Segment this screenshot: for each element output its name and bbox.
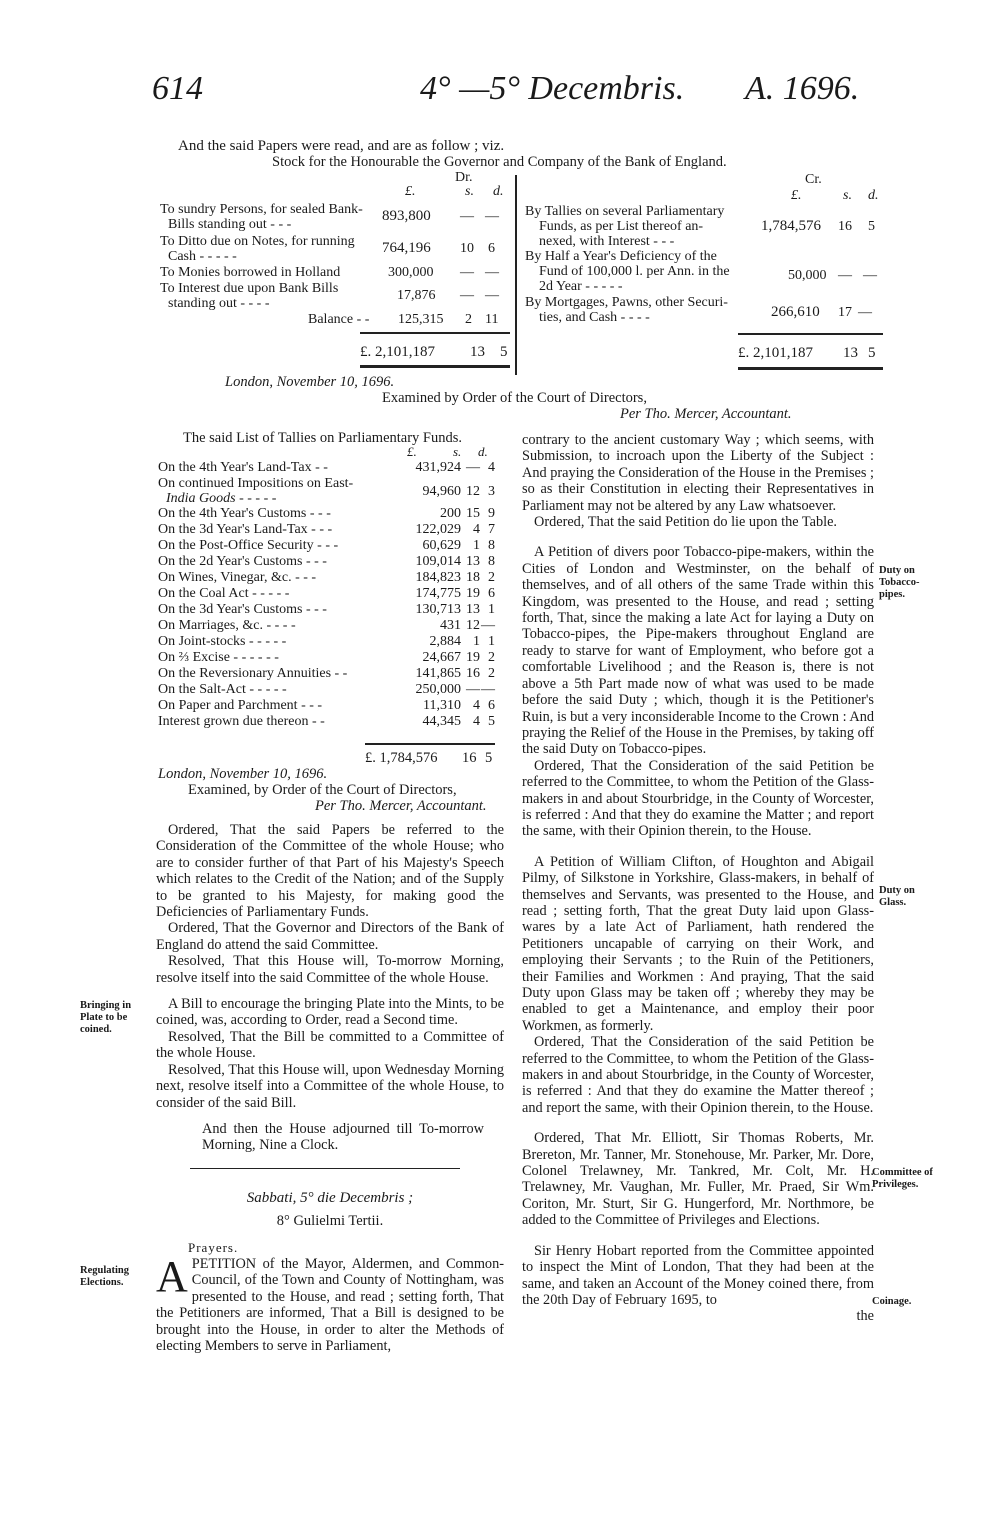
- debit-row-2-s: 10: [460, 241, 474, 256]
- tally-label: On the 3d Year's Customs - - -: [158, 602, 327, 617]
- debit-row-3-text: To Monies borrowed in Holland: [160, 265, 341, 280]
- credit-row-1-text3: nexed, with Interest - - -: [539, 234, 675, 249]
- tally-label: On the 4th Year's Land-Tax - -: [158, 460, 328, 475]
- tally-s: 19: [466, 586, 480, 601]
- tally-s: 13: [466, 602, 480, 617]
- petition-nottingham: [156, 1252, 504, 1355]
- tallies-title: The said List of Tallies on Parliamentary Funds.: [183, 430, 463, 446]
- right-p2: Ordered, That the said Petition do lie upon the Table.: [534, 514, 838, 531]
- left-p6: Resolved, That this House will, upon Wednesday Morning next, resolve itself into a Committee of the whole House, to consider of the said Bill.: [156, 1061, 504, 1111]
- credit-row-3-text2: ties, and Cash - - - -: [539, 310, 650, 325]
- tally-label: On ⅔ Excise - - - - - -: [158, 650, 279, 665]
- tally-pounds: 109,014: [415, 554, 461, 569]
- debit-total-s: 13: [470, 344, 485, 360]
- credit-row-3-d: —: [858, 305, 872, 320]
- debit-balance-d: 11: [485, 312, 499, 327]
- account-divider: [515, 175, 517, 375]
- debit-row-4-d: —: [485, 288, 499, 303]
- tally-pounds: 250,000: [415, 682, 461, 697]
- tally-d: 6: [488, 586, 495, 601]
- tally-d: 2: [488, 650, 495, 665]
- debit-row-3-d: —: [485, 265, 499, 280]
- debit-total-d: 5: [500, 344, 508, 360]
- tally-label: On the Post-Office Security - - -: [158, 538, 339, 553]
- debit-row-1-pounds: 893,800: [382, 208, 431, 224]
- tallies-total-pounds: £. 1,784,576: [365, 750, 438, 766]
- tally-s: 15: [466, 506, 480, 521]
- tally-label-cont: India Goods - - - - -: [166, 491, 277, 506]
- tally-d: 8: [488, 538, 495, 553]
- intro-line: And the said Papers were read, and are as follow ; viz.: [178, 138, 505, 154]
- debit-row-2-text2: Cash - - - - -: [168, 249, 237, 264]
- tally-d: 1: [488, 602, 495, 617]
- regnal-year: 8° Gulielmi Tertii.: [276, 1213, 384, 1229]
- debit-account: [160, 170, 520, 380]
- credit-row-2-s: —: [838, 268, 852, 283]
- tally-s: 4: [473, 698, 480, 713]
- tally-s: —: [466, 460, 480, 475]
- tally-d: 5: [488, 714, 495, 729]
- tally-s: 12: [466, 618, 480, 633]
- margin-note-glass: Duty on Glass.: [879, 885, 915, 908]
- tally-label: On the 2d Year's Customs - - -: [158, 554, 327, 569]
- credit-row-1-text2: Funds, as per List thereof an-: [539, 219, 704, 234]
- debit-row-2-pounds: 764,196: [382, 240, 431, 256]
- debit-balance-label: Balance - -: [308, 312, 370, 327]
- tally-pounds: 11,310: [423, 698, 461, 713]
- credit-row-1-pounds: 1,784,576: [761, 218, 821, 234]
- tallies-total-rule: [365, 743, 495, 745]
- credit-row-2-text2: Fund of 100,000 l. per Ann. in the: [539, 264, 730, 279]
- tallies-total-s: 16: [462, 750, 477, 766]
- tally-pounds: 24,667: [422, 650, 461, 665]
- right-p4: Ordered, That the Consideration of the said Petition be referred to the Committee, to whom the Petition of the Glass-makers in and about Stourbridge, in the County of Worcester, is referred : And that they do examine the Matter ; and report the same, with their Opinion therein, to the House.: [522, 757, 874, 840]
- prayers-heading: Prayers.: [188, 1240, 239, 1255]
- credit-total-pounds: £. 2,101,187: [738, 345, 813, 361]
- debit-row-4-text2: standing out - - - -: [168, 296, 270, 311]
- tally-s: —: [466, 682, 480, 697]
- tally-label: On the Reversionary Annuities - -: [158, 666, 348, 681]
- debit-row-4-text: To Interest due upon Bank Bills: [160, 281, 339, 296]
- debit-balance-pounds: 125,315: [398, 312, 444, 327]
- credit-row-2-pounds: 50,000: [788, 268, 827, 283]
- debit-row-3-pounds: 300,000: [388, 265, 434, 280]
- debit-total-double-rule: [360, 365, 510, 368]
- credit-unit-s: s.: [843, 188, 852, 203]
- section-divider: [190, 1168, 460, 1169]
- credit-total-rule: [738, 333, 883, 335]
- adjourn-notice: And then the House adjourned till To-morrow Morning, Nine a Clock.: [202, 1120, 484, 1154]
- attest-2-examined: Examined, by Order of the Court of Directors,: [188, 782, 457, 798]
- tally-d: 8: [488, 554, 495, 569]
- tally-pounds: 94,960: [422, 484, 461, 499]
- credit-unit-pounds: £.: [791, 188, 802, 203]
- credit-label: Cr.: [805, 172, 822, 187]
- tally-pounds: 184,823: [415, 570, 461, 585]
- margin-note-plate: Bringing in Plate to be coined.: [80, 1000, 132, 1035]
- tally-d: 3: [488, 484, 495, 499]
- left-p1: Ordered, That the said Papers be referred to the Consideration of the Committee of the whole House; who are to consider further of that Part of his Majesty's Speech which relates to the Credit of the Nation; and of the Supply to be granted to his Majesty, for making good the Deficiencies of Parliamentary Funds.: [156, 822, 504, 921]
- tally-s: 1: [473, 634, 480, 649]
- left-column: [156, 822, 504, 1154]
- credit-row-3-pounds: 266,610: [771, 304, 820, 320]
- credit-row-1-d: 5: [868, 219, 875, 234]
- tally-d: 4: [488, 460, 495, 475]
- tally-label: On Paper and Parchment - - -: [158, 698, 323, 713]
- tally-s: 18: [466, 570, 480, 585]
- tally-d: 9: [488, 506, 495, 521]
- tally-pounds: 2,884: [429, 634, 461, 649]
- tallies-unit-pounds: £.: [407, 444, 417, 459]
- credit-unit-d: d.: [868, 188, 879, 203]
- tally-label: On the 3d Year's Land-Tax - - -: [158, 522, 333, 537]
- left-p2: Ordered, That the Governor and Directors of the Bank of England do attend the said Committee.: [156, 920, 504, 953]
- tally-pounds: 174,775: [415, 586, 461, 601]
- margin-note-tobacco: Duty on Tobacco-pipes.: [879, 565, 920, 600]
- margin-note-coinage: Coinage.: [872, 1296, 912, 1307]
- credit-account: [523, 170, 883, 380]
- debit-total-pounds: £. 2,101,187: [360, 344, 435, 360]
- tally-d: —: [481, 618, 495, 633]
- debit-row-3-s: —: [460, 265, 474, 280]
- page-year: A. 1696.: [745, 70, 860, 107]
- tally-s: 16: [466, 666, 480, 681]
- page-number: 614: [152, 70, 203, 107]
- drop-cap: A: [156, 1252, 188, 1301]
- debit-label: Dr.: [455, 170, 473, 185]
- debit-row-4-pounds: 17,876: [397, 288, 436, 303]
- tally-d: 1: [488, 634, 495, 649]
- tally-d: 6: [488, 698, 495, 713]
- tally-label: On Wines, Vinegar, &c. - - -: [158, 570, 317, 585]
- margin-note-privileges: Committee of Privileges.: [872, 1167, 933, 1190]
- debit-row-1-s: —: [460, 209, 474, 224]
- attest-2-place-date: London, November 10, 1696.: [158, 766, 328, 782]
- credit-total-s: 13: [843, 345, 858, 361]
- credit-row-1-s: 16: [838, 219, 852, 234]
- page-date-heading: 4° —5° Decembris.: [420, 70, 685, 107]
- tally-pounds: 60,629: [422, 538, 461, 553]
- tallies-total-d: 5: [485, 750, 493, 766]
- right-p7: Ordered, That Mr. Elliott, Sir Thomas Roberts, Mr. Brereton, Mr. Tanner, Mr. Stonehouse, Mr. Parker, Mr. Dore, Colonel Trelawney, Mr. Tankred, Mr. Colt, Mr. H. Trelawney, Mr. Vaughan, Mr. Fuller, Mr. Praed, Sir Wm. Coriton, Mr. Sturt, Sir G. Hungerford, Mr. Northmore, be added to the Committee of Privileges and Elections.: [522, 1130, 874, 1229]
- right-p6: Ordered, That the Consideration of the said Petition be referred to the Committee, to whom the Petition of the Glass-makers in and about Stourbridge, in the County of Worcester, is referred : And that they do examine the Matter thereof ; and report the same, with their Opinion therein, to the House.: [522, 1034, 874, 1116]
- attest-2-signed: Per Tho. Mercer, Accountant.: [315, 798, 487, 814]
- right-p1: contrary to the ancient customary Way ; which seems, with Submission, to incroach upon the Liberty of the Subject : And praying the Consideration of the House in the Premises ; so as their Constitution in electing their Representatives in Parliament may not be altered by any Law whatsoever.: [522, 432, 874, 514]
- credit-row-1-text: By Tallies on several Parliamentary: [525, 204, 725, 219]
- tally-pounds: 44,345: [422, 714, 461, 729]
- tally-d: —: [481, 682, 495, 697]
- petition-nottingham-text: PETITION of the Mayor, Aldermen, and Common-Council, of the Town and County of Nottingham, was presented to the House, and read ; setting forth, That the Petitioners are informed, That a Bill is designed to be brought into the House, in order to alter the Methods of electing Members to serve in Parliament,: [156, 1256, 504, 1355]
- tally-label: On the 4th Year's Customs - - -: [158, 506, 331, 521]
- credit-row-2-d: —: [863, 268, 877, 283]
- tally-s: 12: [466, 484, 480, 499]
- right-column: [522, 432, 874, 1325]
- left-p3: Resolved, That this House will, To-morrow Morning, resolve itself into the said Committee of the whole House.: [156, 953, 504, 986]
- debit-row-2-text: To Ditto due on Notes, for running: [160, 234, 355, 249]
- right-p8: Sir Henry Hobart reported from the Committee appointed to inspect the Mint of London, That they had been at the same, and taken an Account of the Money coined there, from the 20th Day of February 1695, to: [522, 1242, 874, 1308]
- stock-title: Stock for the Honourable the Governor and Company of the Bank of England.: [272, 154, 727, 170]
- tally-pounds: 200: [440, 506, 461, 521]
- tally-pounds: 122,029: [415, 522, 461, 537]
- tally-pounds: 130,713: [415, 602, 461, 617]
- day-title: Sabbati, 5° die Decembris ;: [246, 1190, 414, 1206]
- right-p5: A Petition of William Clifton, of Houghton and Abigail Pilmy, of Silkstone in Yorkshire, Glass-makers, in behalf of themselves and Servants, was presented to the House, and read ; setting forth, That the great Duty laid upon Glass-wares by a late Act of Parliament, hath rendered the Petitioners uncapable of carrying on their Work, and employing their Servants ; to the Ruin of the Petitioners, their Families and Workmen : And praying, That the said Duty upon Glass may be taken off ; whereby they may be enabled to get a Maintenance, and employ their poor Workmen, as formerly.: [522, 853, 874, 1034]
- tally-label: On Joint-stocks - - - - -: [158, 634, 287, 649]
- credit-row-3-text: By Mortgages, Pawns, other Securi-: [525, 295, 728, 310]
- left-p5: Resolved, That the Bill be committed to a Committee of the whole House.: [156, 1028, 504, 1062]
- catchword: the: [856, 1308, 874, 1325]
- tallies-unit-d: d.: [478, 444, 488, 459]
- attest-1-examined: Examined by Order of the Court of Directors,: [382, 390, 647, 406]
- tally-label: On Marriages, &c. - - - -: [158, 618, 296, 633]
- tally-s: 13: [466, 554, 480, 569]
- tallies-unit-s: s.: [453, 444, 462, 459]
- debit-row-1-text: To sundry Persons, for sealed Bank-: [160, 202, 363, 217]
- debit-unit-d: d.: [493, 184, 504, 199]
- credit-row-3-s: 17: [838, 305, 852, 320]
- right-p3: A Petition of divers poor Tobacco-pipe-makers, within the Cities of London and Westminster, on the behalf of themselves, and of all others of the same Trade within this Kingdom, was presented to the House, and read ; setting forth, That, since the making a late Act for laying a Duty on Tobacco-pipes, the Pipe-makers throughout England are ready to starve for want of Employment, who before got a comfortable Livelihood ; and the Reason is, there is not above a 5th Part made now of what was used to be made before the said Duty ; which, though it is the Petitioner's Ruin, is but a very inconsiderable Income to the Crown : And praying the Relief of the House in the Premises, by taking off the said Duty on Tobacco-pipes.: [522, 544, 874, 758]
- tally-d: 2: [488, 666, 495, 681]
- credit-total-d: 5: [868, 345, 876, 361]
- credit-row-2-text3: 2d Year - - - - -: [539, 279, 623, 294]
- debit-unit-pounds: £.: [405, 184, 416, 199]
- attest-1-signed: Per Tho. Mercer, Accountant.: [620, 406, 792, 422]
- tally-s: 19: [466, 650, 480, 665]
- tally-label: Interest grown due thereon - -: [158, 714, 325, 729]
- tally-label: On the Coal Act - - - - -: [158, 586, 290, 601]
- credit-total-double-rule: [738, 367, 883, 370]
- debit-row-1-d: —: [485, 209, 499, 224]
- debit-total-rule: [360, 332, 510, 334]
- tally-s: 4: [473, 522, 480, 537]
- left-p4: A Bill to encourage the bringing Plate into the Mints, to be coined, was, according to Order, read a Second time.: [156, 996, 504, 1029]
- tally-s: 4: [473, 714, 480, 729]
- tally-s: 1: [473, 538, 480, 553]
- attest-1-place-date: London, November 10, 1696.: [225, 374, 395, 390]
- margin-note-elections: Regulating Elections.: [80, 1265, 130, 1288]
- debit-row-1-text2: Bills standing out - - -: [168, 217, 292, 232]
- debit-row-4-s: —: [460, 288, 474, 303]
- tally-label: On continued Impositions on East-: [158, 476, 354, 491]
- tally-pounds: 141,865: [415, 666, 461, 681]
- debit-row-2-d: 6: [488, 241, 495, 256]
- tally-d: 2: [488, 570, 495, 585]
- tally-pounds: 431,924: [415, 460, 461, 475]
- tally-d: 7: [488, 522, 495, 537]
- tally-pounds: 431: [440, 618, 461, 633]
- debit-balance-s: 2: [465, 312, 472, 327]
- credit-row-2-text: By Half a Year's Deficiency of the: [525, 249, 717, 264]
- tally-label: On the Salt-Act - - - - -: [158, 682, 287, 697]
- debit-unit-s: s.: [465, 184, 474, 199]
